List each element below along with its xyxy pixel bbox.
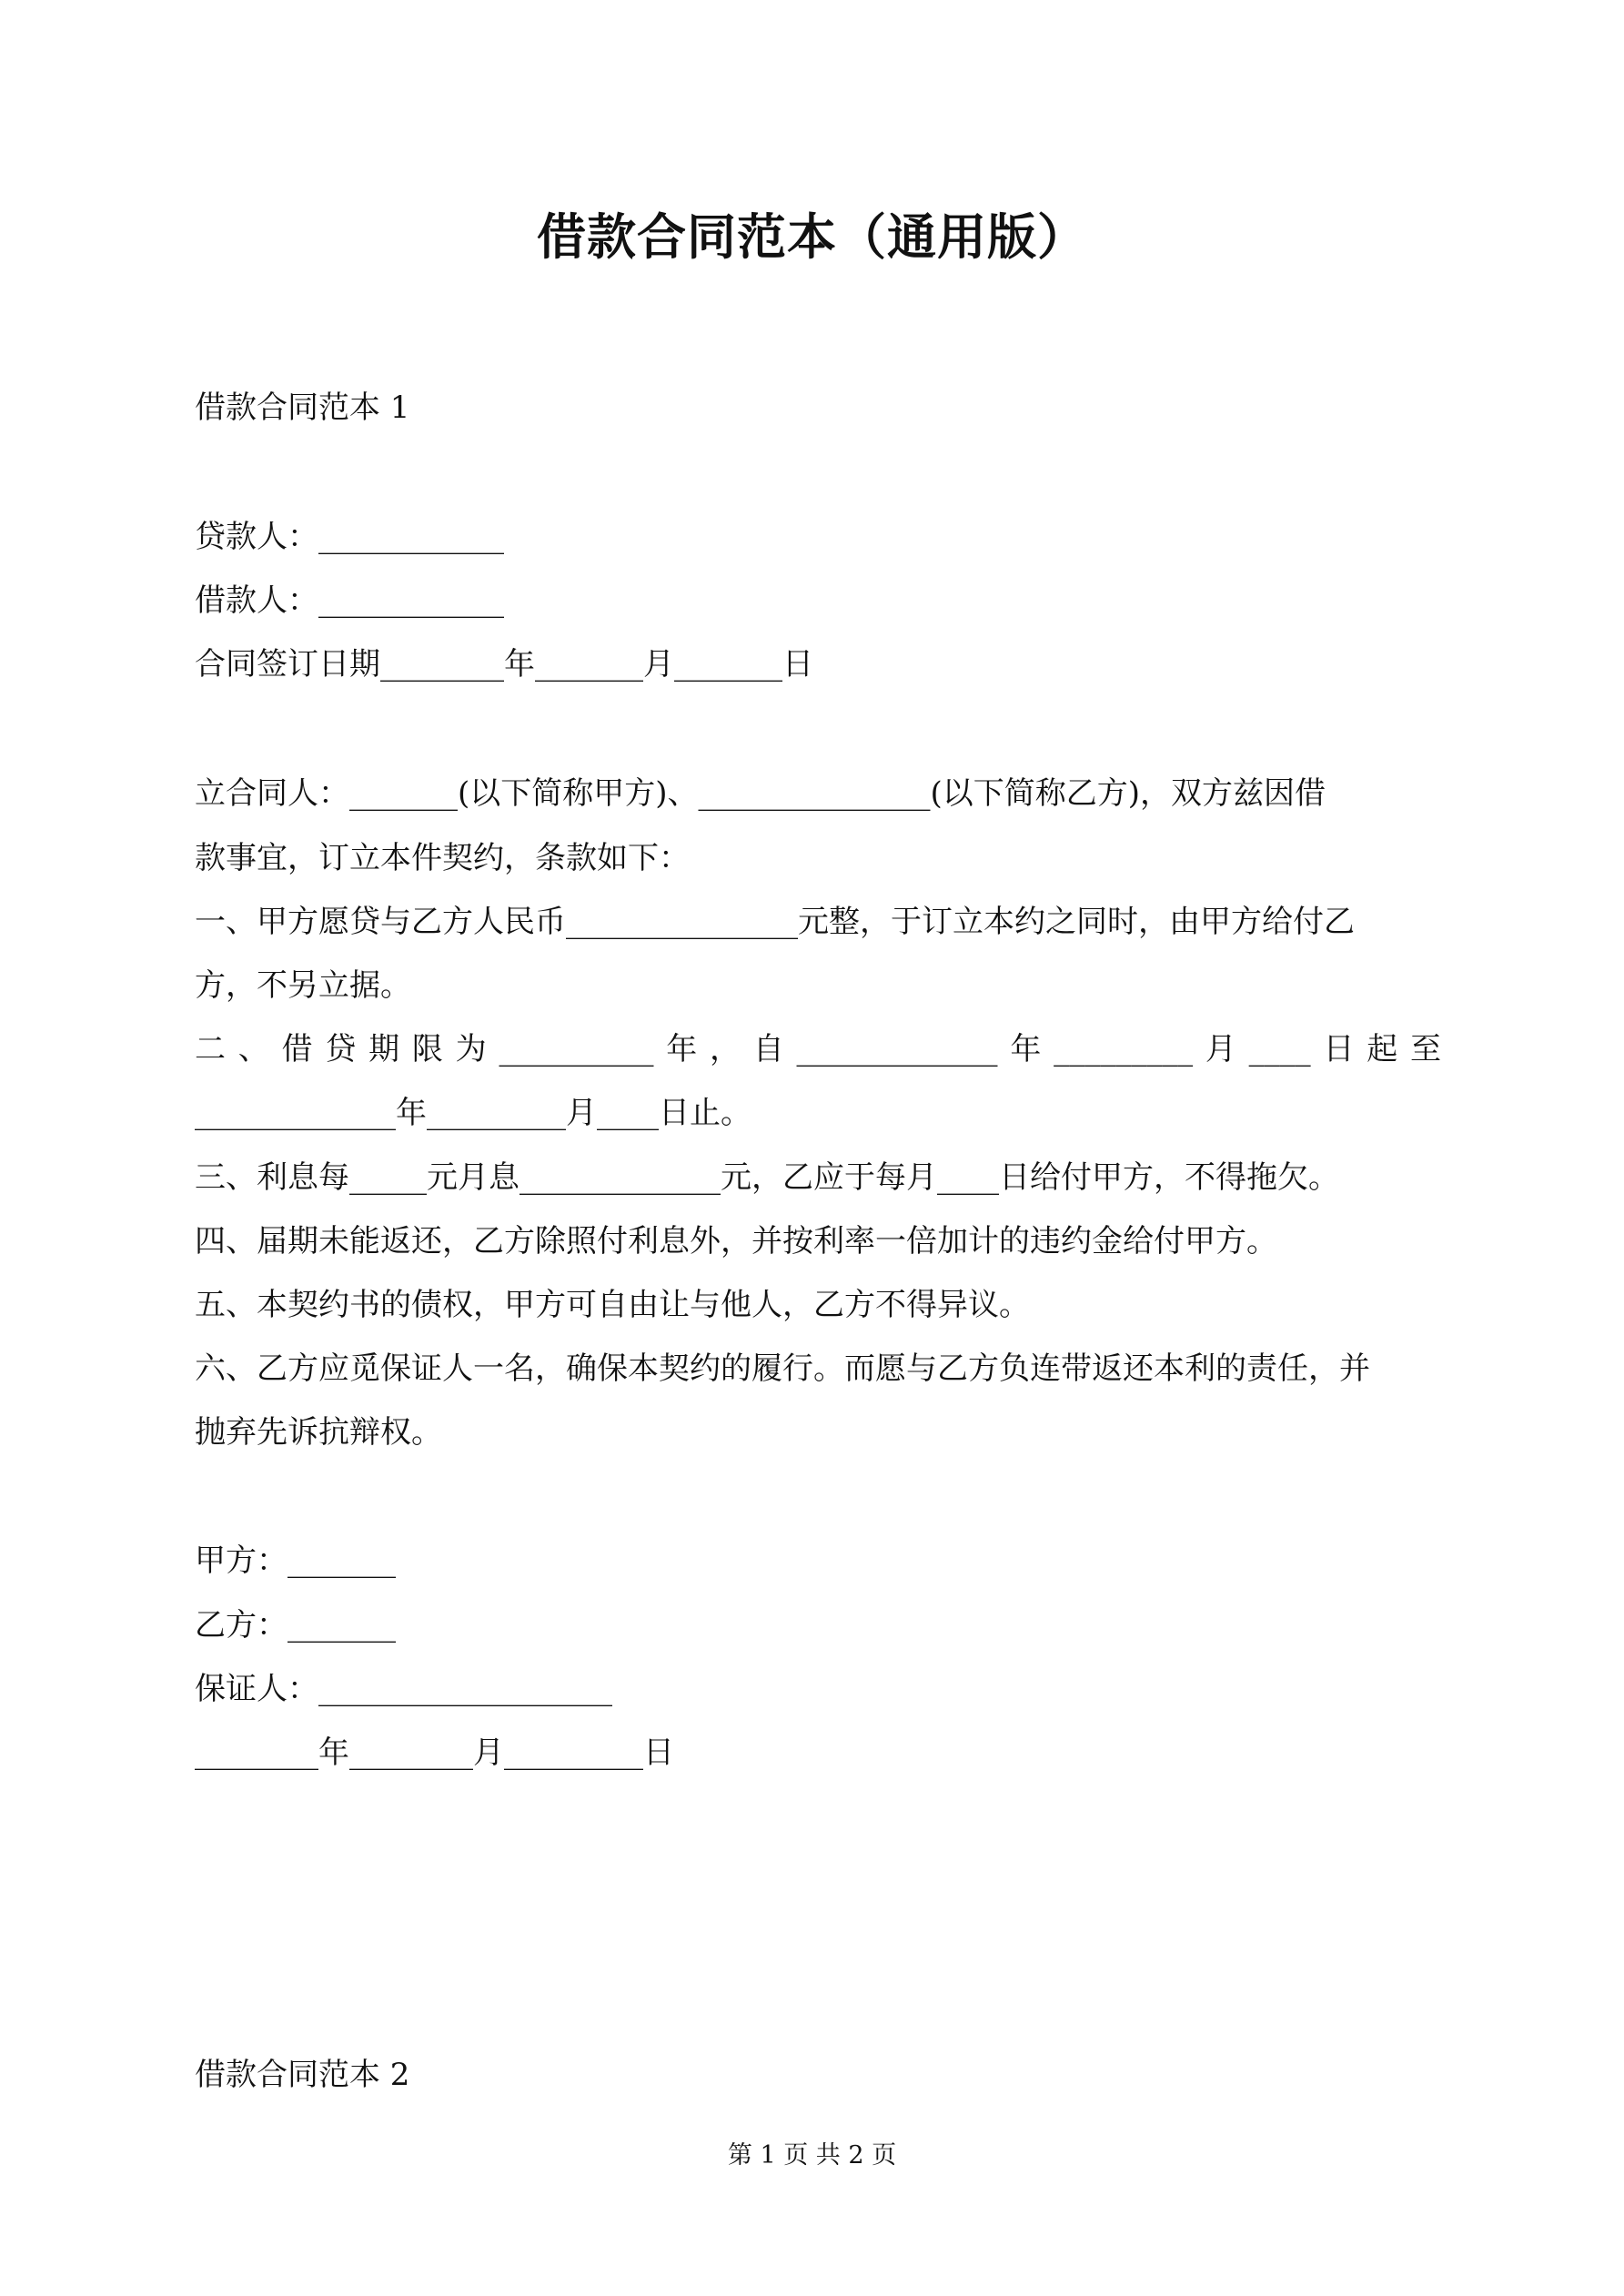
clause-2-cont: _____________年_________月____日止。 <box>195 1095 751 1131</box>
section-heading-2: 借款合同范本 2 <box>195 2057 410 2093</box>
borrower-line: 借款人：____________ <box>195 582 504 619</box>
clause-6-cont: 抛弃先诉抗辩权。 <box>195 1414 442 1451</box>
lender-line: 贷款人：____________ <box>195 519 504 555</box>
page-number: 第 1 页 共 2 页 <box>727 2141 897 2170</box>
signature-date-line: ________年________月_________日 <box>195 1735 674 1771</box>
clause-2: 二、借贷期限为__________年，自_____________年_________月____日起至 <box>195 1031 1441 1067</box>
clause-4: 四、届期未能返还，乙方除照付利息外，并按利率一倍加计的违约金给付甲方。 <box>195 1223 1277 1259</box>
section-heading-1: 借款合同范本 1 <box>195 389 410 426</box>
guarantor-signature-line: 保证人：___________________ <box>195 1671 612 1707</box>
document-title: 借款合同范本（通用版） <box>537 207 1087 266</box>
party-b-signature-line: 乙方：_______ <box>195 1607 396 1644</box>
clause-3: 三、利息每_____元月息_____________元，乙应于每月____日给付甲方，不得拖欠。 <box>195 1159 1339 1196</box>
signing-date-line: 合同签订日期________年_______月_______日 <box>195 646 813 683</box>
clause-6: 六、乙方应觅保证人一名，确保本契约的履行。而愿与乙方负连带返还本利的责任，并 <box>195 1350 1370 1387</box>
clause-1: 一、甲方愿贷与乙方人民币_______________元整，于订立本约之同时，由甲方给付乙 <box>195 904 1355 940</box>
clause-5: 五、本契约书的债权，甲方可自由让与他人，乙方不得异议。 <box>195 1287 1030 1323</box>
clause-1-cont: 方，不另立据。 <box>195 967 411 1004</box>
party-a-signature-line: 甲方：_______ <box>195 1542 396 1579</box>
contract-parties-line: 立合同人：_______(以下简称甲方)、_______________(以下简称乙方)，双方兹因借 <box>195 775 1326 812</box>
contract-parties-line-cont: 款事宜，订立本件契约，条款如下： <box>195 840 690 876</box>
